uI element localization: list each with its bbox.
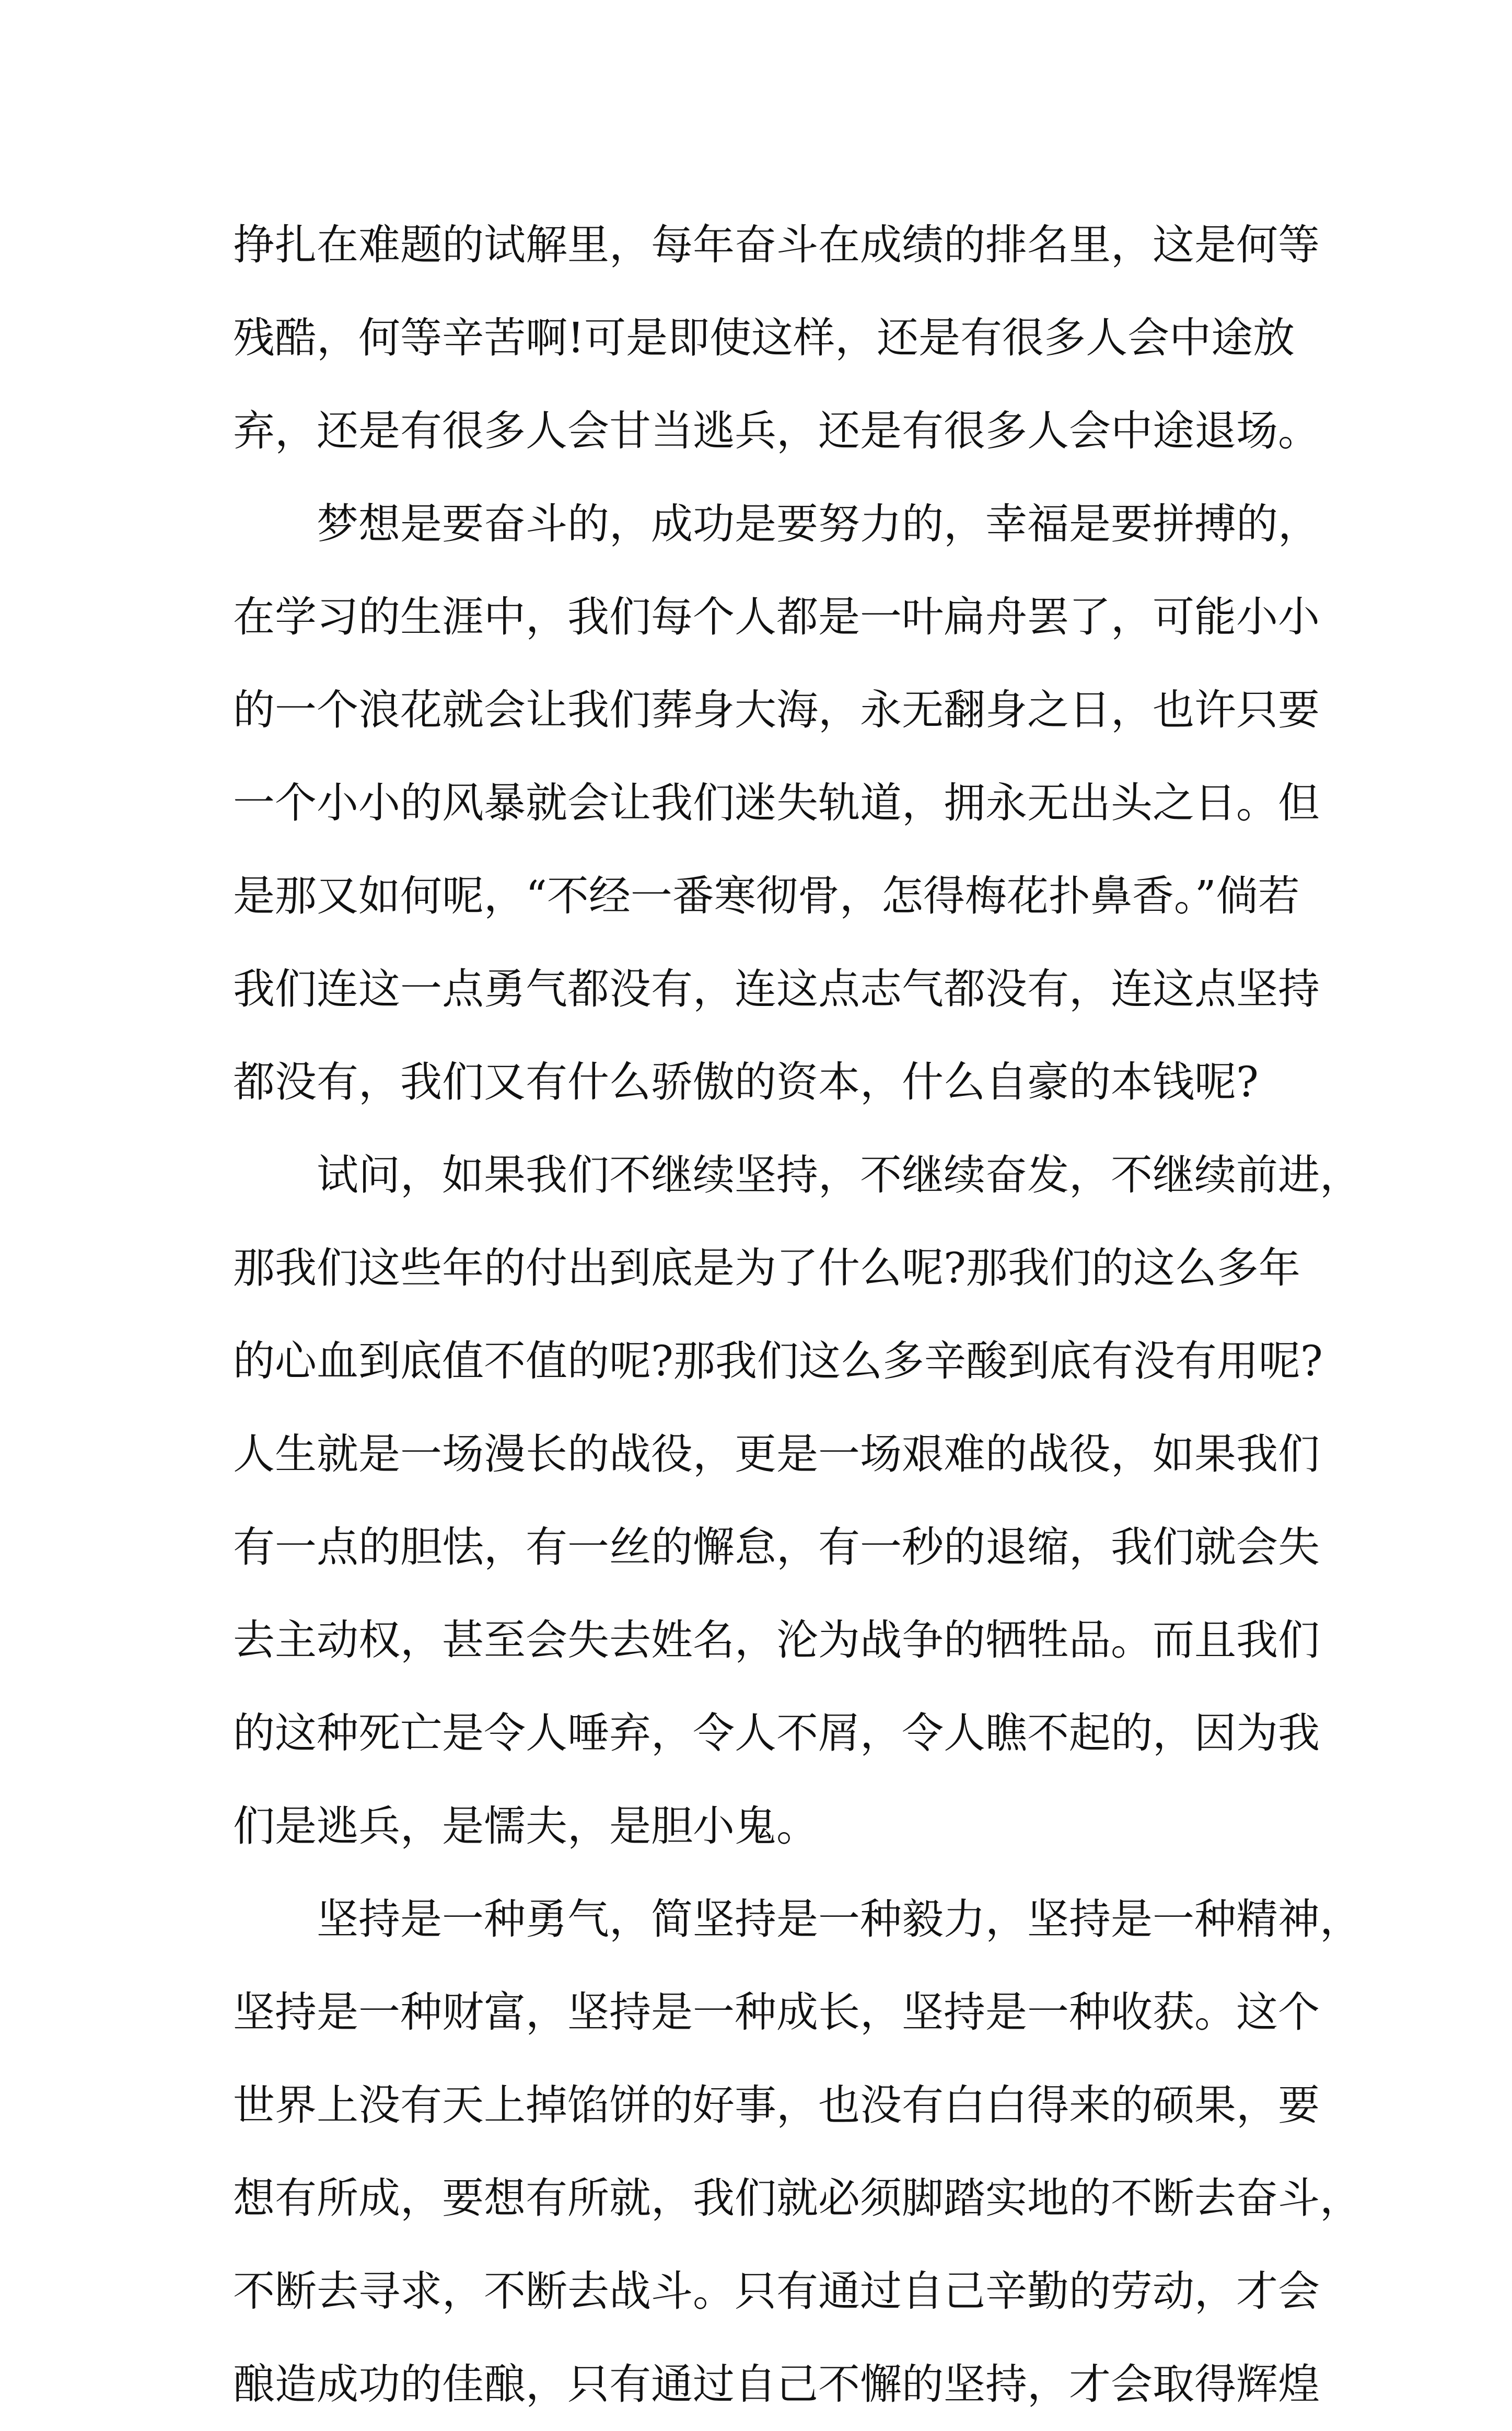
text-line: 弃，还是有很多人会甘当逃兵，还是有很多人会中途退场。	[233, 407, 1320, 455]
text-line: 坚持是一种勇气，简坚持是一种毅力，坚持是一种精神，	[233, 1895, 1362, 1943]
text-line: 都没有，我们又有什么骄傲的资本，什么自豪的本钱呢?	[233, 1058, 1259, 1106]
text-line: 一个小小的风暴就会让我们迷失轨道，拥永无出头之日。但	[233, 779, 1320, 827]
text-line: 我们连这一点勇气都没有，连这点志气都没有，连这点坚持	[233, 965, 1320, 1013]
text-line: 在学习的生涯中，我们每个人都是一叶扁舟罢了，可能小小	[233, 593, 1320, 641]
text-line: 的这种死亡是令人唾弃，令人不屑，令人瞧不起的，因为我	[233, 1709, 1320, 1757]
text-line: 想有所成，要想有所就，我们就必须脚踏实地的不断去奋斗，	[233, 2174, 1362, 2222]
text-line: 是那又如何呢，“不经一番寒彻骨，怎得梅花扑鼻香。”倘若	[233, 872, 1300, 920]
text-line: 挣扎在难题的试解里，每年奋斗在成绩的排名里，这是何等	[233, 221, 1320, 269]
document-body	[233, 199, 1362, 2428]
paragraph-3	[233, 1129, 1362, 1873]
paragraph-1	[233, 199, 1320, 478]
paragraph-2	[233, 478, 1320, 1129]
text-line: 那我们这些年的付出到底是为了什么呢?那我们的这么多年	[233, 1244, 1300, 1292]
text-line: 坚持是一种财富，坚持是一种成长，坚持是一种收获。这个	[233, 1988, 1320, 2036]
text-line: 梦想是要奋斗的，成功是要努力的，幸福是要拼搏的，	[233, 500, 1320, 548]
text-line: 不断去寻求，不断去战斗。只有通过自己辛勤的劳动，才会	[233, 2267, 1320, 2316]
text-line: 去主动权，甚至会失去姓名，沦为战争的牺牲品。而且我们	[233, 1616, 1320, 1664]
text-line: 残酷，何等辛苦啊!可是即使这样，还是有很多人会中途放	[233, 314, 1295, 362]
paragraph-4	[233, 1873, 1362, 2428]
text-line: 有一点的胆怯，有一丝的懈怠，有一秒的退缩，我们就会失	[233, 1523, 1320, 1571]
text-line: 的心血到底值不值的呢?那我们这么多辛酸到底有没有用呢?	[233, 1337, 1323, 1385]
text-line: 世界上没有天上掉馅饼的好事，也没有白白得来的硕果，要	[233, 2081, 1320, 2129]
text-line: 酿造成功的佳酿，只有通过自己不懈的坚持，才会取得辉煌	[233, 2360, 1320, 2409]
text-line: 的一个浪花就会让我们葬身大海，永无翻身之日，也许只要	[233, 686, 1320, 734]
text-line: 人生就是一场漫长的战役，更是一场艰难的战役，如果我们	[233, 1430, 1320, 1478]
text-line: 试问，如果我们不继续坚持，不继续奋发，不继续前进，	[233, 1151, 1362, 1199]
text-line: 们是逃兵，是懦夫，是胆小鬼。	[233, 1802, 818, 1850]
